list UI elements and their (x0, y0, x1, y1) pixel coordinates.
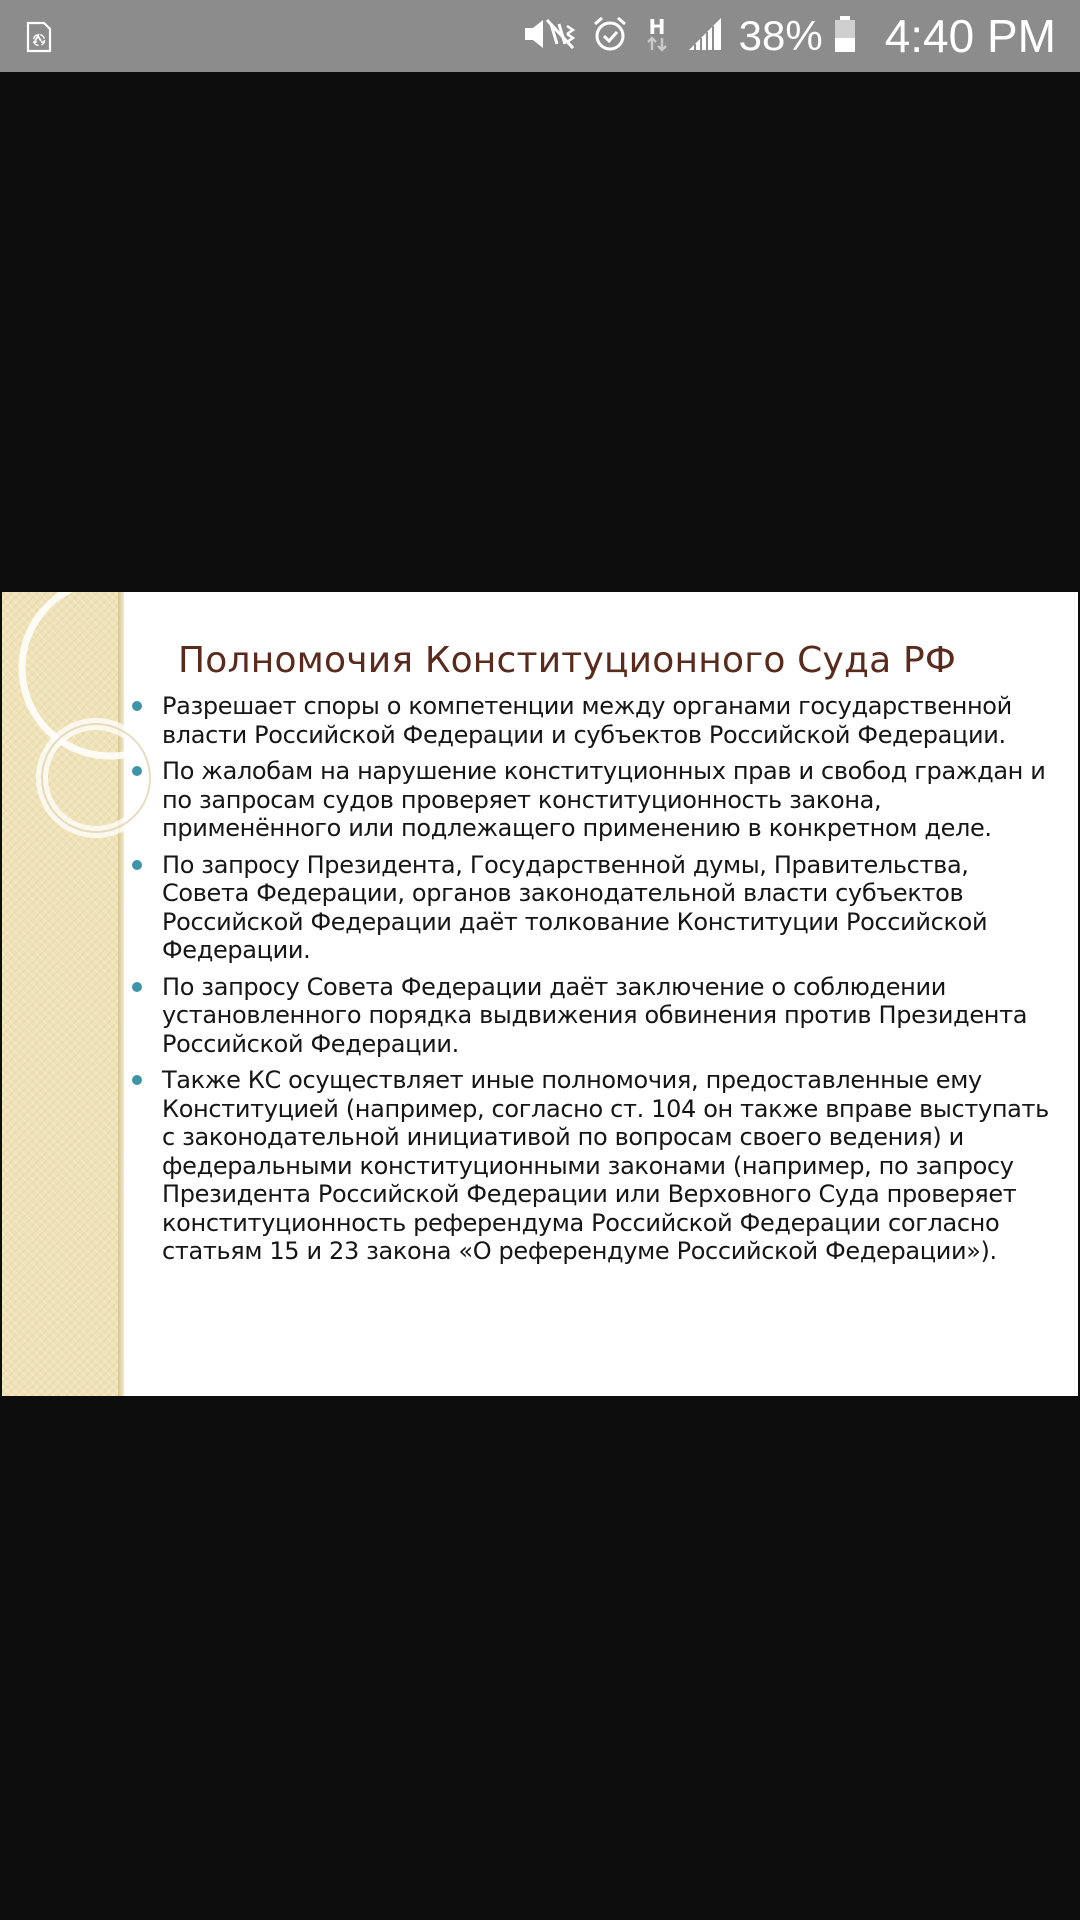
bullet-item (130, 851, 1060, 965)
image-viewer[interactable] (0, 72, 1080, 1920)
bullet-dot-icon (132, 766, 142, 776)
bullet-text: По жалобам на нарушение конституционных прав и свобод граждан и по запросам судов проверяет конституционность закона, применённого или подлежащего применению в конкретном деле. (162, 757, 1046, 842)
alarm-icon (591, 14, 629, 59)
bullet-dot-icon (132, 1075, 142, 1085)
bullet-text: Также КС осуществляет иные полномочия, предоставленные ему Конституцией (например, согласно ст. 104 он также вправе выступать с законодательной инициативой по вопросам своего ведения) и федеральными конституционными законами (например, по запросу Президента Российской Федерации или Верховного Суда проверяет конституционность референдума Российской Федерации согласно статьям 15 и 23 закона «О референдуме Российской Федерации»). (162, 1066, 1049, 1265)
bullet-dot-icon (132, 701, 142, 711)
bullet-item (130, 757, 1060, 843)
bullet-item (130, 692, 1060, 749)
mute-vibrate-icon (521, 14, 577, 59)
bullet-dot-icon (132, 982, 142, 992)
status-bar (0, 0, 1080, 72)
signal-icon (685, 14, 725, 59)
battery-icon (833, 14, 857, 59)
bullet-item (130, 973, 1060, 1059)
slide-title: Полномочия Конституционного Суда РФ (178, 640, 957, 681)
h-network-icon (643, 14, 671, 59)
bullet-list (130, 692, 1060, 1274)
bullet-item (130, 1066, 1060, 1266)
recycle-icon (22, 20, 56, 54)
status-icons (521, 0, 1056, 72)
bullet-text: По запросу Совета Федерации даёт заключение о соблюдении установленного порядка выдвижения обвинения против Президента Российской Федерации. (162, 972, 1028, 1058)
clock: 4:40 PM (884, 10, 1056, 62)
bullet-text: Разрешает споры о компетенции между органами государственной власти Российской Федерации и субъектов Российской Федерации. (162, 692, 1012, 749)
battery-percent: 38% (738, 12, 823, 59)
presentation-slide (2, 592, 1078, 1396)
bullet-text: По запросу Президента, Государственной думы, Правительства, Совета Федерации, органов законодательной власти субъектов Российской Федерации даёт толкование Конституции Российской Федерации. (162, 850, 988, 964)
svg-text:H: H (648, 14, 665, 39)
bullet-dot-icon (132, 860, 142, 870)
